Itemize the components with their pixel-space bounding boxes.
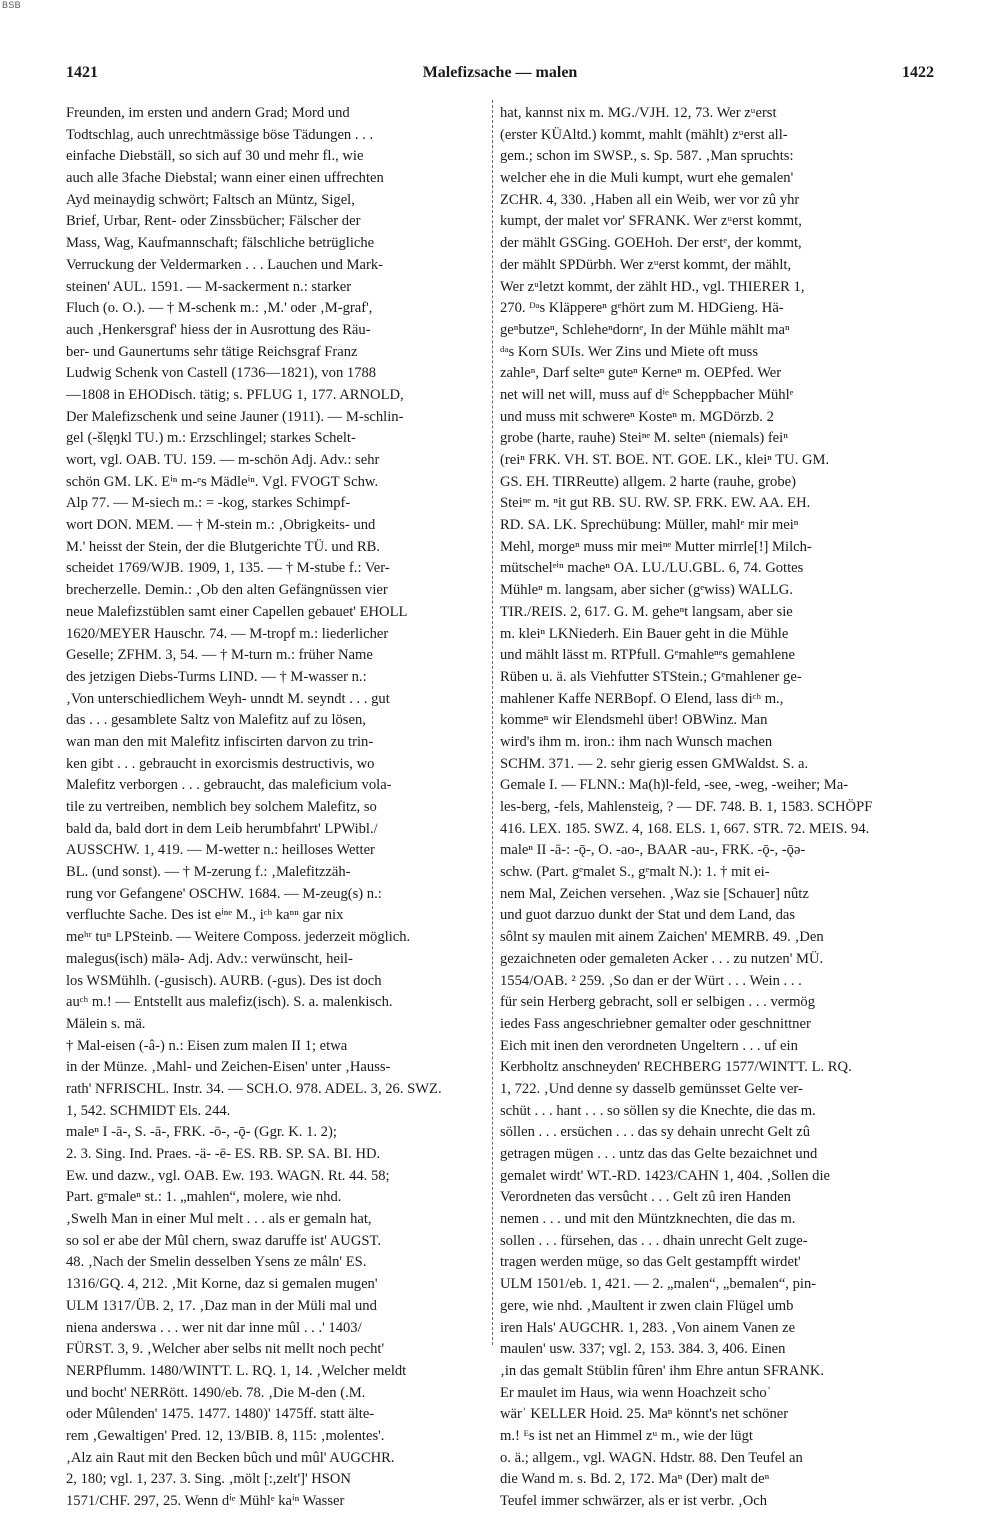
text-line: wärˈ KELLER Hoid. 25. Maⁿ könnt's net schöner: [500, 1406, 789, 1423]
text-line: bald da, bald dort in dem Leib herumbfahrt' LPWibl./: [66, 820, 378, 837]
text-line: rath' NFRISCHL. Instr. 34. — SCH.O. 978. ADEL. 3, 26. SWZ.: [66, 1080, 442, 1097]
column-divider: [492, 100, 493, 1345]
text-line: schw. (Part. gᵉmalet S., gᵉmalt N.): 1. † mit ei-: [500, 864, 770, 881]
text-line: und muss mit schwereⁿ Kosteⁿ m. MGDörzb. 2: [500, 408, 774, 425]
text-line: hat, kannst nix m. MG./VJH. 12, 73. Wer zᵘerst: [500, 105, 777, 121]
text-line: Part. gᵉmaleⁿ st.: 1. „mahlen“, molere, wie nhd.: [66, 1189, 342, 1206]
text-line: auch alle 3fache Diebstal; wann einer einen uffrechten: [66, 170, 384, 187]
text-line: (reiⁿ FRK. VH. ST. BOE. NT. GOE. LK., kleiⁿ TU. GM.: [500, 452, 830, 468]
text-line: gere, wie nhd. ‚Maultent ir zwen clain Flügel umb: [500, 1297, 794, 1314]
text-line: maulen' usw. 337; vgl. 2, 153. 384. 3, 406. Einen: [500, 1341, 786, 1358]
text-line: RD. SA. LK. Sprechübung: Müller, mahlᵉ mir meiⁿ: [500, 517, 799, 534]
text-line: Todtschlag, auch unrechtmässige böse Tädungen . . .: [66, 126, 374, 143]
text-line: Mälein s. mä.: [66, 1015, 146, 1032]
text-line: GS. EH. TIRReutte) allgem. 2 harte (rauhe, grobe): [500, 473, 796, 490]
text-line: 416. LEX. 185. SWZ. 4, 168. ELS. 1, 667. STR. 72. MEIS. 94.: [500, 820, 870, 837]
text-line: Freunden, im ersten und andern Grad; Mord und: [66, 105, 350, 121]
text-line: verfluchte Sache. Des ist eⁱⁿᵉ M., iᶜʰ kaⁿⁿ gar nix: [66, 907, 344, 924]
library-stamp: BSB: [2, 0, 21, 10]
text-line: mahlener Kaffe NERBopf. O Elend, lass diᶜʰ m.,: [500, 690, 784, 707]
text-line: des jetzigen Diebs-Turms LIND. — † M-wasser n.:: [66, 668, 367, 685]
text-line: wort DON. MEM. — † M-stein m.: ‚Obrigkeits- und: [66, 517, 376, 534]
text-line: gem.; schon im SWSP., s. Sp. 587. ‚Man spruchts:: [500, 148, 794, 165]
text-line: Geselle; ZFHM. 3, 54. — † M-turn m.: früher Name: [66, 647, 373, 664]
text-line: Verordneten das versûcht . . . Gelt zû iren Handen: [500, 1189, 791, 1206]
text-line: nem Mal, Zeichen versehen. ‚Waz sie [Schauer] nûtz: [500, 885, 809, 902]
text-line: scheidet 1769/WJB. 1909, 1, 135. — † M-stube f.: Ver-: [66, 560, 390, 577]
text-line: geⁿbutzeⁿ, Schleheⁿdornᵉ, In der Mühle mählt maⁿ: [500, 321, 790, 338]
text-line: los WSMühlh. (-gusisch). AURB. (-gus). Des ist doch: [66, 972, 382, 989]
text-line: rem ‚Gewaltigen' Pred. 12, 13/BIB. 8, 115: ‚molentes'.: [66, 1427, 385, 1444]
text-line: meʰʳ tuⁿ LPSteinb. — Weitere Composs. jederzeit möglich.: [66, 929, 411, 946]
text-line: gemalet wirdt' WT.-RD. 1423/CAHN 1, 404. ‚Sollen die: [500, 1167, 830, 1184]
text-line: maleⁿ II -ā-: -ǭ-, O. -ao-, BAAR -au-, FRK. -ǭ-, -ǭə-: [500, 842, 806, 859]
text-line: tragen werden müge, so das Gelt gestampfft wirdet': [500, 1254, 801, 1271]
text-line: malegus(isch) mälə- Adj. Adv.: verwünscht, heil-: [66, 950, 353, 967]
text-line: schön GM. LK. Eⁱⁿ m-ᵉs Mädleⁱⁿ. Vgl. FVOGT Schw.: [66, 473, 379, 490]
right-column: [500, 103, 926, 1513]
text-line: Kerbholtz anschneyden' RECHBERG 1577/WINTT. L. RQ.: [500, 1059, 852, 1076]
text-line: auch ‚Henkersgraf' hiess der in Ausrottung des Räu-: [66, 321, 371, 338]
text-line: tile zu vertreiben, nemblich bey solchem Malefitz, so: [66, 799, 377, 815]
text-line: die Wand m. s. Bd. 2, 172. Maⁿ (Der) malt deⁿ: [500, 1471, 770, 1488]
text-line: ken gibt . . . gebraucht in exorcismis destructivis, wo: [66, 755, 375, 772]
text-line: rung vor Gefangene' OSCHW. 1684. — M-zeug(s) n.:: [66, 885, 382, 902]
text-line: † Mal-eisen (-â-) n.: Eisen zum malen II 1; etwa: [66, 1037, 348, 1054]
text-line: Steiⁿᵉ m. ⁿit gut RB. SU. RW. SP. FRK. EW. AA. EH.: [500, 495, 811, 512]
text-line: TIR./REIS. 2, 617. G. M. geheⁿt langsam, aber sie: [500, 603, 793, 620]
text-line: Ayd meinaydig schwört; Faltsch an Müntz, Sigel,: [66, 191, 355, 208]
text-line: maleⁿ I -ā-, S. -ā-, FRK. -ō-, -ǭ- (Ggr. K. 1. 2);: [66, 1124, 337, 1141]
text-line: zahleⁿ, Darf selteⁿ guteⁿ Kerneⁿ m. OEPfed. Wer: [500, 365, 782, 382]
text-line: oder Mûlenden' 1475. 1477. 1480)' 1475ff. statt älte-: [66, 1406, 375, 1423]
text-line: nemen . . . und mit den Müntzknechten, die das m.: [500, 1211, 796, 1228]
text-line: 270. ᴰᵃs Kläppereⁿ gᵉhört zum M. HDGieng. Hä-: [500, 300, 784, 317]
text-line: Ew. und dazw., vgl. OAB. Ew. 193. WAGN. Rt. 44. 58;: [66, 1167, 390, 1184]
text-line: 1316/GQ. 4, 212. ‚Mit Korne, daz si gemalen mugen': [66, 1276, 378, 1293]
text-line: brecherzelle. Demin.: ‚Ob den alten Gefängnüssen vier: [66, 582, 388, 599]
text-line: Er maulet im Haus, wia wenn Hoachzeit schoˈ: [500, 1384, 772, 1401]
text-line: grobe (harte, rauhe) Steiⁿᵉ M. selteⁿ (niemals) feiⁿ: [500, 430, 788, 447]
text-line: FÜRST. 3, 9. ‚Welcher aber selbs nit mellt noch pecht': [66, 1341, 385, 1358]
text-line: in der Münze. ‚Mahl- und Zeichen-Eisen' unter ‚Hauss-: [66, 1059, 391, 1076]
text-line: auᶜʰ m.! — Entstellt aus malefiz(isch). S. a. malenkisch.: [66, 994, 393, 1011]
left-column: [66, 103, 492, 1513]
text-line: niena anderswa . . . wer nit dar inne mûl . . .' 1403/: [66, 1319, 362, 1336]
text-line: BL. (und sonst). — † M-zerung f.: ‚Malefitzzäh-: [66, 864, 351, 881]
text-line: les-berg, -fels, Mahlensteig, ? — DF. 748. B. 1, 1583. SCHÖPF: [500, 799, 873, 815]
text-line: einfache Diebställ, so sich auf 30 und mehr fl., wie: [66, 148, 364, 165]
text-line: net will net will, muss auf dⁱᵉ Scheppbacher Mühlᵉ: [500, 386, 794, 403]
text-line: Alp 77. — M-siech m.: = -kog, starkes Schimpf-: [66, 495, 351, 512]
text-line: SCHM. 371. — 2. sehr gierig essen GMWaldst. S. a.: [500, 755, 809, 772]
text-line: AUSSCHW. 1, 419. — M-wetter n.: heilloses Wetter: [66, 842, 375, 859]
text-line: steinen' AUL. 1591. — M-sackerment n.: starker: [66, 278, 352, 295]
text-line: söllen . . . ersüchen . . . das sy dehain unrecht Gelt zû: [500, 1124, 811, 1141]
text-line: der mählt SPDürbh. Wer zᵘerst kommt, der mählt,: [500, 256, 792, 273]
text-line: schüt . . . hant . . . so söllen sy die Knechte, die das m.: [500, 1102, 816, 1119]
text-line: Gemale I. — FLNN.: Ma(h)l-feld, -see, -weg, -weiher; Ma-: [500, 777, 849, 794]
text-line: wan man den mit Malefitz infiscirten darvon zu trin-: [66, 733, 374, 750]
text-line: Mass, Wag, Kaufmannschaft; fälschliche betrügliche: [66, 235, 375, 252]
text-line: Rüben u. ä. als Viehfutter STStein.; Gᵉmahlener ge-: [500, 668, 802, 685]
text-line: mütschelᵉⁱⁿ macheⁿ OA. LU./LU.GBL. 6, 74. Gottes: [500, 560, 804, 577]
page-header: [66, 64, 934, 86]
text-line: M.' heisst der Stein, der die Blutgerichte TÜ. und RB.: [66, 538, 381, 555]
text-line: sôlnt sy maulen mit ainem Zaichen' MEMRB. 49. ‚Den: [500, 929, 824, 946]
text-line: gel (-šlęŋkl TU.) m.: Erzschlingel; starkes Schelt-: [66, 430, 356, 447]
text-line: Mühleⁿ m. langsam, aber sicher (gᵉwiss) WALLG.: [500, 582, 793, 599]
text-line: Eich mit inen den verordneten Ungeltern . . . uf ein: [500, 1037, 798, 1054]
text-line: und bocht' NERRött. 1490/eb. 78. ‚Die M-den (.M.: [66, 1384, 366, 1401]
text-line: das . . . gesamblete Saltz von Malefitz auf zu lösen,: [66, 712, 366, 729]
running-title: Malefizsache — malen: [422, 64, 578, 81]
text-line: gezaichneten oder gemaleten Acker . . . zu nutzen' MÜ.: [500, 950, 824, 967]
text-line: iren Hals' AUGCHR. 1, 283. ‚Von ainem Vanen ze: [500, 1319, 796, 1336]
text-line: ZCHR. 4, 330. ‚Haben all ein Weib, wer vor zû yhr: [500, 191, 800, 208]
text-line: 2. 3. Sing. Ind. Praes. -ä- -ē- ES. RB. SP. SA. BI. HD.: [66, 1146, 381, 1162]
text-line: o. ä.; allgem., vgl. WAGN. Hdstr. 88. Den Teufel an: [500, 1449, 803, 1466]
text-line: NERPflumm. 1480/WINTT. L. RQ. 1, 14. ‚Welcher meldt: [66, 1362, 407, 1379]
text-line: ‚Alz ain Raut mit den Becken bûch und mûl' AUGCHR.: [66, 1449, 395, 1466]
text-line: 1554/OAB. ² 259. ‚So dan er der Würt . . . Wein . . .: [500, 972, 802, 989]
text-line: Wer zᵘletzt kommt, der zählt HD., vgl. THIERER 1,: [500, 278, 805, 295]
text-line: für sein Herberg gebracht, soll er selbigen . . . vermög: [500, 994, 816, 1011]
text-line: kommeⁿ wir Elendsmehl über! OBWinz. Man: [500, 712, 768, 729]
text-line: und mählt lässt m. RTPfull. Gᵉmahleⁿᵉs gemahlene: [500, 647, 795, 664]
page-number-right: 1422: [902, 64, 934, 81]
text-line: sollen . . . fürsehen, das . . . dhain unrecht Gelt zuge-: [500, 1232, 808, 1249]
text-line: 1620/MEYER Hauschr. 74. — M-tropf m.: liederlicher: [66, 625, 389, 642]
text-line: ULM 1501/eb. 1, 421. — 2. „malen“, „bemalen“, pin-: [500, 1276, 817, 1293]
text-line: 1, 722. ‚Und denne sy dasselb gemünsset Gelte ver-: [500, 1080, 803, 1097]
text-line: ᵈᵃs Korn SUIs. Wer Zins und Miete oft muss: [500, 343, 759, 360]
text-line: Teufel immer schwärzer, als er ist verbr. ‚Och: [500, 1493, 768, 1509]
text-line: ‚Von unterschiedlichem Weyh- unndt M. seyndt . . . gut: [66, 690, 390, 707]
text-line: Fluch (o. O.). — † M-schenk m.: ‚M.' oder ‚M-graf',: [66, 300, 373, 317]
text-line: Der Malefizschenk und seine Jauner (1911). — M-schlin-: [66, 408, 404, 425]
text-line: 1, 542. SCHMIDT Els. 244.: [66, 1102, 231, 1119]
text-line: Verruckung der Veldermarken . . . Lauchen und Mark-: [66, 256, 384, 273]
text-line: wird's ihm m. iron.: ihm nach Wunsch machen: [500, 733, 773, 750]
text-line: der mählt GSGing. GOEHoh. Der erstᵉ, der kommt,: [500, 235, 802, 252]
text-line: Mehl, morgeⁿ muss mir meiⁿᵉ Mutter mirrle[!] Milch-: [500, 538, 812, 555]
text-line: getragen mügen . . . untz das das Gelte bezaichnet und: [500, 1146, 818, 1162]
text-line: 48. ‚Nach der Smelin desselben Ysens ze mâln' ES.: [66, 1254, 367, 1271]
text-line: kumpt, der malet vor' SFRANK. Wer zᵘerst kommt,: [500, 213, 802, 230]
text-line: m.! ᴱs ist net an Himmel zᵘ m., wie der lügt: [500, 1427, 753, 1444]
text-line: neue Malefizstüblen samt einer Capellen gebauet' EHOLL: [66, 603, 408, 620]
text-line: 2, 180; vgl. 1, 237. 3. Sing. ‚mölt [:,zelt']' HSON: [66, 1471, 351, 1488]
text-line: wort, vgl. OAB. TU. 159. — m-schön Adj. Adv.: sehr: [66, 452, 380, 468]
text-line: m. kleiⁿ LKNiederh. Ein Bauer geht in die Mühle: [500, 625, 789, 642]
text-line: (erster KÜAltd.) kommt, mahlt (mählt) zᵘerst all-: [500, 126, 788, 143]
text-line: ‚Swelh Man in einer Mul melt . . . als er gemaln hat,: [66, 1211, 372, 1228]
text-line: Malefitz verborgen . . . gebraucht, das maleficium vola-: [66, 777, 392, 794]
text-line: iedes Fass angeschriebner gemalter oder geschnittner: [500, 1015, 811, 1032]
text-line: ‚in das gemalt Stüblin fûren' ihm Ehre antun SFRANK.: [500, 1362, 825, 1379]
page-number-left: 1421: [66, 64, 98, 81]
text-line: Brief, Urbar, Rent- oder Zinssbücher; Fälscher der: [66, 213, 361, 230]
text-line: —1808 in EHODisch. tätig; s. PFLUG 1, 177. ARNOLD,: [66, 386, 404, 403]
text-line: und guot darzuo dunkt der Stat und dem Land, das: [500, 907, 796, 924]
text-line: so sol er abe der Mûl chern, swaz daruffe ist' AUGST.: [66, 1232, 381, 1249]
text-line: 1571/CHF. 297, 25. Wenn dⁱᵉ Mühlᵉ kaⁱⁿ Wasser: [66, 1493, 345, 1509]
text-line: ber- und Gaunertums sehr tätige Reichsgraf Franz: [66, 343, 358, 360]
text-line: ULM 1317/ÜB. 2, 17. ‚Daz man in der Müli mal und: [66, 1297, 377, 1314]
text-line: Ludwig Schenk von Castell (1736—1821), von 1788: [66, 365, 377, 382]
text-line: welcher ehe in die Muli kumpt, wurt ehe gemalen': [500, 170, 794, 187]
